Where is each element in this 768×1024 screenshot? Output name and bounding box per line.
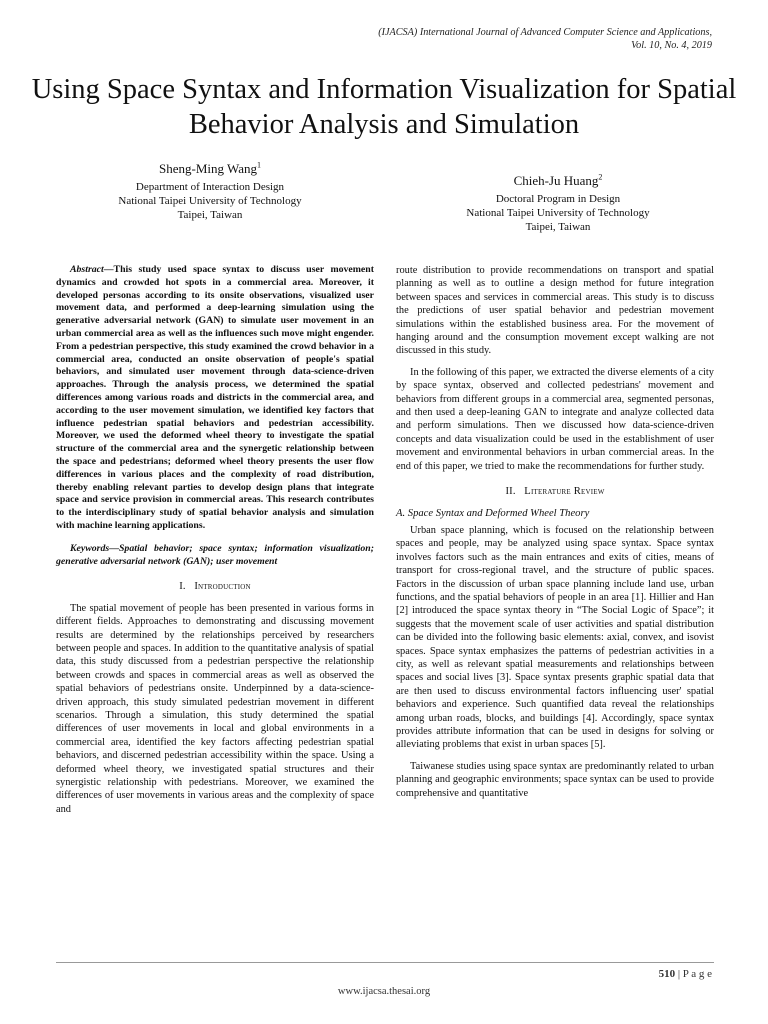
author-block-2 (418, 172, 698, 234)
section-heading-literature-review: II. Literature Review (505, 486, 605, 498)
author-name: Sheng-Ming Wang$^1$ (158, 160, 261, 176)
author-superscript: 2 (598, 172, 603, 182)
author-university: National Taipei University of Technology (118, 195, 302, 207)
author-department: Doctoral Program in Design (495, 193, 621, 205)
author-city: Taipei, Taiwan (177, 209, 243, 221)
intro-paragraph-2: In the following of this paper, we extracted the diverse elements of a city by space syntax, observed and collected pedestrians' movement and behaviors from different groups in a commercial area, segmented personas, and then used a deep-leaning GAN to integrate and analyze collected data and perform simulations. Then we discussed how data-science-driven concepts and data visualization could be used in the establishment of user movement and environmental behaviors in urban commercial areas. In the end of this paper, we tried to make the recommendations for further study. (396, 366, 714, 472)
journal-url[interactable]: www.ijacsa.thesai.org (337, 986, 431, 997)
keywords: Keywords—Spatial behavior; space syntax; information visualization; generative adversarial network (GAN); user movement (56, 542, 374, 567)
author-superscript: 1 (257, 160, 261, 170)
abstract-lead: Abstract (70, 264, 104, 275)
journal-header (192, 26, 712, 52)
literature-paragraph-1: Urban space planning, which is focused on the relationship between spaces and people, may be analyzed using space syntax. Space syntax involves factors such as the main entrances and exits of cities, means of transport for cross-regional travel, and the structure of public spaces. Factors in the discussion of urban space planning include land use, urban functions, and the spatial behaviors of people in an area [1]. Hillier and Han [2] introduced the space syntax theory in “The Social Logic of Space”; it suggests that the movement scale of user activities and spatial distribution can be divided into the following basic elements: axial, convex, and isovist spaces. Space syntax emphasizes the patterns of pedestrian activities in a city, as well as relevant spatial measurements and relationships between spaces and social lives [3]. Space syntax presents graphic spatial data that are then used to discuss environmental factors influencing user' spatial behaviors and experience. Such quantified data reveal the relationships among urban roads, blocks, and buildings [4]. Accordingly, space syntax provides attribute information that can be used in designs for solving or alleviating problems that exist in urban spaces [5]. (396, 524, 714, 751)
literature-paragraph-2: Taiwanese studies using space syntax are predominantly related to urban planning and geographic environments; space syntax can be used to provide comprehensive and quantitative (396, 760, 714, 799)
journal-name: (IJACSA) International Journal of Advanced Computer Science and Applications, (378, 27, 712, 38)
author-city: Taipei, Taiwan (525, 221, 591, 233)
subsection-heading-space-syntax: A. Space Syntax and Deformed Wheel Theory (396, 507, 590, 519)
section-heading-introduction: I. Introduction (179, 581, 251, 593)
footer-divider (56, 962, 714, 963)
intro-paragraph-1: The spatial movement of people has been presented in various forms in different fields. Approaches to demonstrating and discussing movement results are determined by the relationships perceived by researchers between people and spaces. In addition to the quantitative analysis of spatial data, this study discussed from a pedestrian perspective the relationship between crowds and spaces in commercial areas as well as observed the spatial behaviors of pedestrians onsite. Underpinned by a data-science-driven approach, this study simulated pedestrian movement in different scenarios. Through a simulation, this study determined the spatial differences of user movements in local and global environments in a commercial area, identified the key factors affecting pedestrian spatial behaviors, and discerned pedestrian accessibility within the space. Using a deformed wheel theory, we investigated spatial structures and their synergistic relationship with pedestrians. Moreover, we examined the differences of user movements in various areas and the complexity of space and (56, 602, 374, 815)
page-number: 510 | P a g e (658, 968, 712, 980)
left-column (56, 264, 374, 824)
author-department: Department of Interaction Design (135, 181, 285, 193)
author-university: National Taipei University of Technology (466, 207, 650, 219)
abstract (56, 264, 374, 533)
author-block-1 (70, 160, 350, 222)
author-name: Chieh-Ju Huang$^2$ (513, 172, 603, 188)
paper-title: Using Space Syntax and Information Visualization for Spatial Behavior Analysis and Simulation (31, 74, 737, 140)
intro-paragraph-1-continued: route distribution to provide recommendations on transport and spatial planning as well as to outline a design method for future integration between spaces and services in commercial areas. This study is to discuss the predictions of user spatial behavior and pedestrian movement simulations within the established business area. For the movement of hanging around and the consumption movement except walking are not discussed in this study. (396, 265, 714, 357)
journal-volume: Vol. 10, No. 4, 2019 (631, 40, 712, 51)
abstract-text: —This study used space syntax to discuss user movement dynamics and crowded hot spots in a commercial area. Moreover, it developed personas according to its onsite observations, visualized user movement data, and performed a deep-learning simulation using the generative adversarial network (GAN) to simulate user movement in an urban commercial area as well as the influences such move might engender. From a pedestrian perspective, this study examined the crowd behavior in a commercial area, conducted an onsite observation of people's spatial behaviors, and simulated user movement through data-science-driven approaches. Through the analysis process, we determined the spatial differences among various roads and districts in the commercial area, and according to the user movement simulation, we identified key factors that influence pedestrian spatial behaviors and pedestrian accessibility. Moreover, we used the deformed wheel theory to investigate the spatial structure of the commercial area and the synergetic relationship between the space and pedestrians; deformed wheel theory presents the user flow differences in various places and the complexity of road distribution, thereby enabling relevant parties to develop design plans that integrate space and service provision in commercial areas. This research contributes to the interdisciplinary study of spatial behavior analysis and simulation with machine learning applications. (56, 264, 374, 531)
right-column (396, 264, 714, 808)
